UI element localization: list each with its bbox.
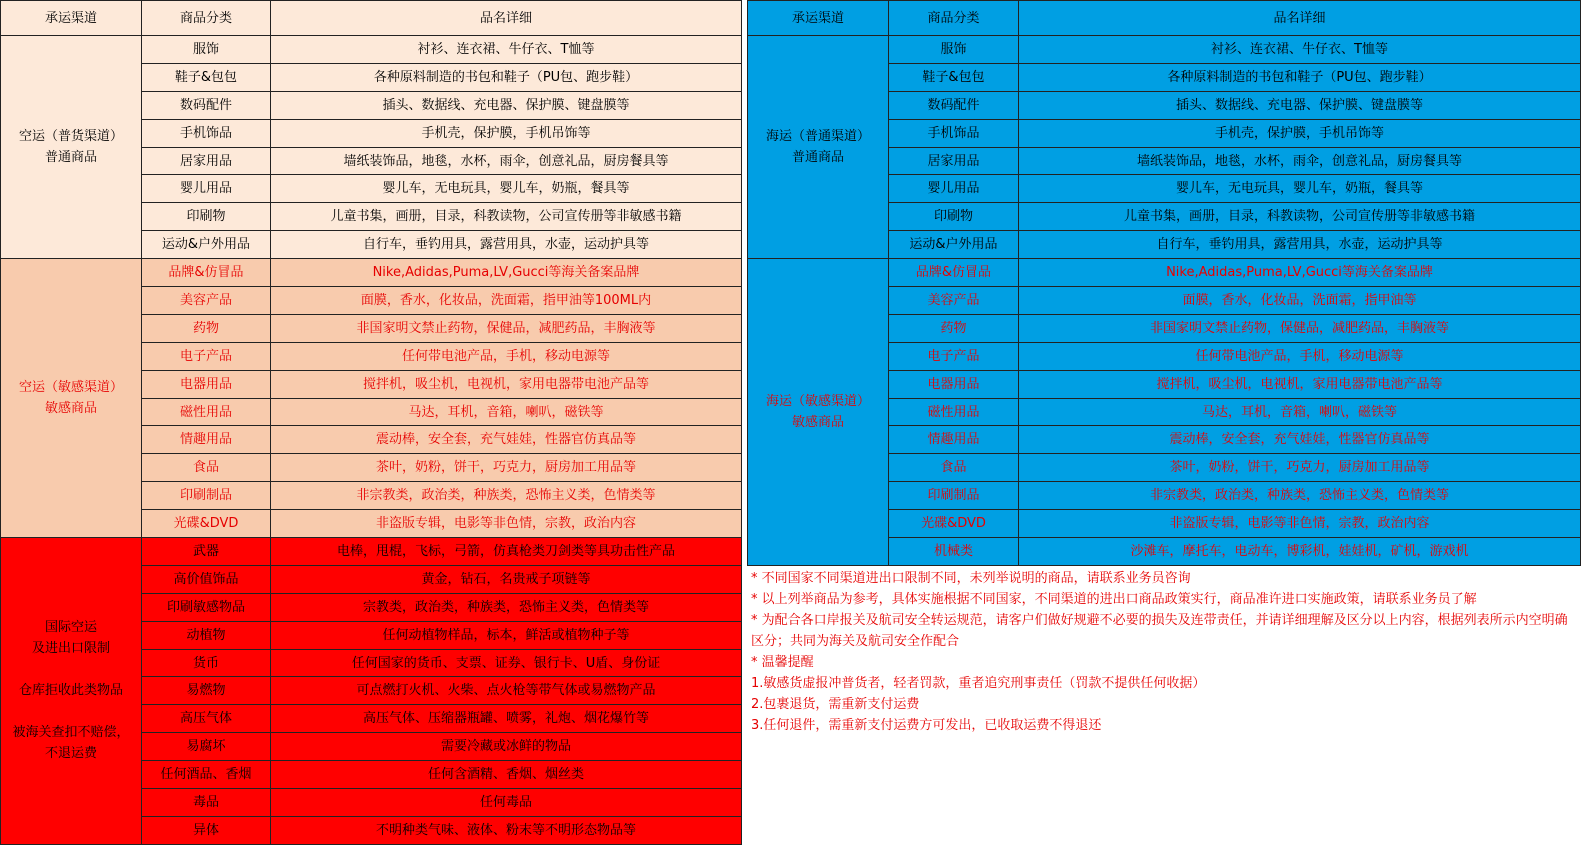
note-line: 3.任何退件，需重新支付运费方可发出，已收取运费不得退还 — [751, 718, 1102, 733]
channel-label-line: 空运（敏感渠道） — [18, 380, 123, 396]
header-detail: 品名详细 — [1019, 1, 1581, 36]
category-cell: 品牌&仿冒品 — [889, 259, 1019, 287]
note-line: 1.敏感货虚报冲普货者，轻者罚款，重者追究刑事责任（罚款不提供任何收据） — [751, 676, 1206, 691]
detail-cell: 自行车，垂钓用具，露营用具，水壶，运动护具等 — [1019, 231, 1581, 259]
category-cell: 毒品 — [142, 789, 271, 817]
detail-cell: 黄金，钻石，名贵戒子项链等 — [271, 565, 742, 593]
detail-cell: 任何带电池产品，手机，移动电源等 — [271, 342, 742, 370]
detail-cell: 任何带电池产品，手机，移动电源等 — [1019, 342, 1581, 370]
category-cell: 食品 — [142, 454, 271, 482]
category-cell: 服饰 — [142, 36, 271, 64]
category-cell: 美容产品 — [889, 287, 1019, 315]
channel-label-line: 被海关查扣不赔偿， — [12, 725, 130, 741]
detail-cell: 儿童书集，画册，目录，科教读物，公司宣传册等非敏感书籍 — [271, 203, 742, 231]
category-cell: 运动&户外用品 — [889, 231, 1019, 259]
detail-cell: 电棒，甩棍，飞标，弓箭，仿真枪类刀剑类等具功击性产品 — [271, 538, 742, 566]
detail-cell: 马达，耳机，音箱，喇叭，磁铁等 — [271, 398, 742, 426]
channel-label — [748, 259, 889, 566]
sea-freight-table — [747, 0, 1582, 566]
detail-cell: 面膜，香水，化妆品，洗面霜，指甲油等100ML内 — [271, 287, 742, 315]
category-cell: 光碟&DVD — [142, 510, 271, 538]
detail-cell: 震动棒，安全套，充气娃娃，性器官仿真品等 — [271, 426, 742, 454]
category-cell: 任何酒品、香烟 — [142, 761, 271, 789]
header-detail: 品名详细 — [271, 1, 742, 36]
detail-cell: 不明种类气味、液体、粉末等不明形态物品等 — [271, 816, 742, 844]
table-row — [748, 36, 1581, 64]
table-row — [1, 259, 742, 287]
category-cell: 服饰 — [889, 36, 1019, 64]
detail-cell: 各种原料制造的书包和鞋子（PU包、跑步鞋） — [1019, 63, 1581, 91]
category-cell: 婴儿用品 — [889, 175, 1019, 203]
channel-label-line: 敏感商品 — [44, 401, 97, 417]
channel-label-line — [3, 659, 139, 680]
channel-label-line: 海运（普通渠道） — [765, 129, 870, 145]
channel-label-line: 海运（敏感渠道） — [765, 394, 870, 410]
channel-label-line: 不退运费 — [44, 746, 97, 762]
category-cell: 手机饰品 — [142, 119, 271, 147]
channel-label-line: 普通商品 — [44, 150, 97, 166]
detail-cell: 宗教类，政治类，种族类，恐怖主义类，色情类等 — [271, 593, 742, 621]
channel-label-line — [3, 701, 139, 722]
note-line: * 不同国家不同渠道进出口限制不同，未列举说明的商品，请联系业务员咨询 — [751, 571, 1191, 586]
header-channel: 承运渠道 — [748, 1, 889, 36]
detail-cell: 震动棒，安全套，充气娃娃，性器官仿真品等 — [1019, 426, 1581, 454]
category-cell: 鞋子&包包 — [142, 63, 271, 91]
detail-cell: 需要冷藏或冰鲜的物品 — [271, 733, 742, 761]
category-cell: 情趣用品 — [889, 426, 1019, 454]
category-cell: 食品 — [889, 454, 1019, 482]
header-channel: 承运渠道 — [1, 1, 142, 36]
category-cell: 印刷物 — [142, 203, 271, 231]
category-cell: 居家用品 — [142, 147, 271, 175]
detail-cell: 沙滩车，摩托车，电动车，博彩机，娃娃机，矿机，游戏机 — [1019, 538, 1581, 566]
table-row — [1, 36, 742, 64]
detail-cell: 手机壳，保护膜，手机吊饰等 — [1019, 119, 1581, 147]
detail-cell: 任何毒品 — [271, 789, 742, 817]
detail-cell: 非盗版专辑，电影等非色情，宗教，政治内容 — [1019, 510, 1581, 538]
category-cell: 手机饰品 — [889, 119, 1019, 147]
note-line: * 温馨提醒 — [751, 655, 814, 670]
category-cell: 印刷制品 — [142, 482, 271, 510]
category-cell: 电器用品 — [889, 370, 1019, 398]
category-cell: 印刷制品 — [889, 482, 1019, 510]
channel-label — [1, 538, 142, 845]
detail-cell: 马达，耳机，音箱，喇叭，磁铁等 — [1019, 398, 1581, 426]
detail-cell: 茶叶，奶粉，饼干，巧克力，厨房加工用品等 — [271, 454, 742, 482]
category-cell: 数码配件 — [889, 91, 1019, 119]
detail-cell: 任何动植物样品，标本，鲜活或植物种子等 — [271, 621, 742, 649]
detail-cell: 儿童书集，画册，目录，科教读物，公司宣传册等非敏感书籍 — [1019, 203, 1581, 231]
channel-label-line: 仓库拒收此类物品 — [18, 683, 123, 699]
category-cell: 异体 — [142, 816, 271, 844]
channel-label-line: 空运（普货渠道） — [18, 129, 123, 145]
detail-cell: 非国家明文禁止药物，保健品，减肥药品，丰胸液等 — [271, 314, 742, 342]
category-cell: 品牌&仿冒品 — [142, 259, 271, 287]
table-header-row — [748, 1, 1581, 36]
channel-label-line: 敏感商品 — [791, 415, 844, 431]
detail-cell: 各种原料制造的书包和鞋子（PU包、跑步鞋） — [271, 63, 742, 91]
category-cell: 居家用品 — [889, 147, 1019, 175]
channel-label — [1, 259, 142, 538]
header-category: 商品分类 — [889, 1, 1019, 36]
category-cell: 印刷物 — [889, 203, 1019, 231]
detail-cell: 非国家明文禁止药物，保健品，减肥药品，丰胸液等 — [1019, 314, 1581, 342]
category-cell: 婴儿用品 — [142, 175, 271, 203]
category-cell: 鞋子&包包 — [889, 63, 1019, 91]
category-cell: 电子产品 — [889, 342, 1019, 370]
detail-cell: 搅拌机，吸尘机，电视机，家用电器带电池产品等 — [271, 370, 742, 398]
table-header-row — [1, 1, 742, 36]
channel-label-line: 及进出口限制 — [31, 641, 110, 657]
category-cell: 动植物 — [142, 621, 271, 649]
detail-cell: 非盗版专辑，电影等非色情，宗教，政治内容 — [271, 510, 742, 538]
detail-cell: 搅拌机，吸尘机，电视机，家用电器带电池产品等 — [1019, 370, 1581, 398]
category-cell: 美容产品 — [142, 287, 271, 315]
category-cell: 武器 — [142, 538, 271, 566]
detail-cell: 墙纸装饰品，地毯，水杯，雨伞，创意礼品，厨房餐具等 — [1019, 147, 1581, 175]
category-cell: 电子产品 — [142, 342, 271, 370]
detail-cell: 茶叶，奶粉，饼干，巧克力，厨房加工用品等 — [1019, 454, 1581, 482]
detail-cell: 婴儿车，无电玩具，婴儿车，奶瓶，餐具等 — [1019, 175, 1581, 203]
detail-cell: 高压气体、压缩器瓶罐、喷雾，礼炮、烟花爆竹等 — [271, 705, 742, 733]
category-cell: 磁性用品 — [889, 398, 1019, 426]
category-cell: 货币 — [142, 649, 271, 677]
detail-cell: 自行车，垂钓用具，露营用具，水壶，运动护具等 — [271, 231, 742, 259]
category-cell: 电器用品 — [142, 370, 271, 398]
detail-cell: 插头、数据线、充电器、保护膜、键盘膜等 — [1019, 91, 1581, 119]
detail-cell: Nike,Adidas,Puma,LV,Gucci等海关备案品牌 — [271, 259, 742, 287]
detail-cell: 非宗教类，政治类，种族类，恐怖主义类，色情类等 — [1019, 482, 1581, 510]
category-cell: 易腐坏 — [142, 733, 271, 761]
detail-cell: Nike,Adidas,Puma,LV,Gucci等海关备案品牌 — [1019, 259, 1581, 287]
detail-cell: 墙纸装饰品，地毯，水杯，雨伞，创意礼品，厨房餐具等 — [271, 147, 742, 175]
channel-label — [1, 36, 142, 259]
category-cell: 光碟&DVD — [889, 510, 1019, 538]
category-cell: 高价值饰品 — [142, 565, 271, 593]
category-cell: 药物 — [889, 314, 1019, 342]
detail-cell: 插头、数据线、充电器、保护膜、键盘膜等 — [271, 91, 742, 119]
note-line: * 以上列举商品为参考，具体实施根据不同国家，不同渠道的进出口商品政策实行，商品准许进口实施政策，请联系业务员了解 — [751, 592, 1477, 607]
table-row — [748, 259, 1581, 287]
detail-cell: 手机壳，保护膜，手机吊饰等 — [271, 119, 742, 147]
header-category: 商品分类 — [142, 1, 271, 36]
detail-cell: 婴儿车，无电玩具，婴儿车，奶瓶，餐具等 — [271, 175, 742, 203]
category-cell: 磁性用品 — [142, 398, 271, 426]
table-row — [1, 538, 742, 566]
detail-cell: 衬衫、连衣裙、牛仔衣、T恤等 — [1019, 36, 1581, 64]
category-cell: 机械类 — [889, 538, 1019, 566]
detail-cell: 非宗教类，政治类，种族类，恐怖主义类，色情类等 — [271, 482, 742, 510]
category-cell: 情趣用品 — [142, 426, 271, 454]
note-line: 2.包裹退货，需重新支付运费 — [751, 697, 920, 712]
category-cell: 印刷敏感物品 — [142, 593, 271, 621]
detail-cell: 任何国家的货币、支票、证券、银行卡、U盾、身份证 — [271, 649, 742, 677]
category-cell: 易燃物 — [142, 677, 271, 705]
category-cell: 高压气体 — [142, 705, 271, 733]
note-line: * 为配合各口岸报关及航司安全转运规范，请客户们做好规避不必要的损失及连带责任，并请详细理解及区分以上内容，根据列表所示内空明确区分；共同为海关及航司安全作配合 — [751, 613, 1568, 649]
detail-cell: 面膜，香水，化妆品，洗面霜，指甲油等 — [1019, 287, 1581, 315]
category-cell: 数码配件 — [142, 91, 271, 119]
category-cell: 药物 — [142, 314, 271, 342]
air-freight-table — [0, 0, 747, 845]
detail-cell: 任何含酒精、香烟、烟丝类 — [271, 761, 742, 789]
detail-cell: 衬衫、连衣裙、牛仔衣、T恤等 — [271, 36, 742, 64]
notes-section — [747, 566, 1577, 738]
detail-cell: 可点燃打火机、火柴、点火枪等带气体或易燃物产品 — [271, 677, 742, 705]
channel-label — [748, 36, 889, 259]
channel-label-line: 国际空运 — [44, 620, 97, 636]
channel-label-line: 普通商品 — [791, 150, 844, 166]
category-cell: 运动&户外用品 — [142, 231, 271, 259]
